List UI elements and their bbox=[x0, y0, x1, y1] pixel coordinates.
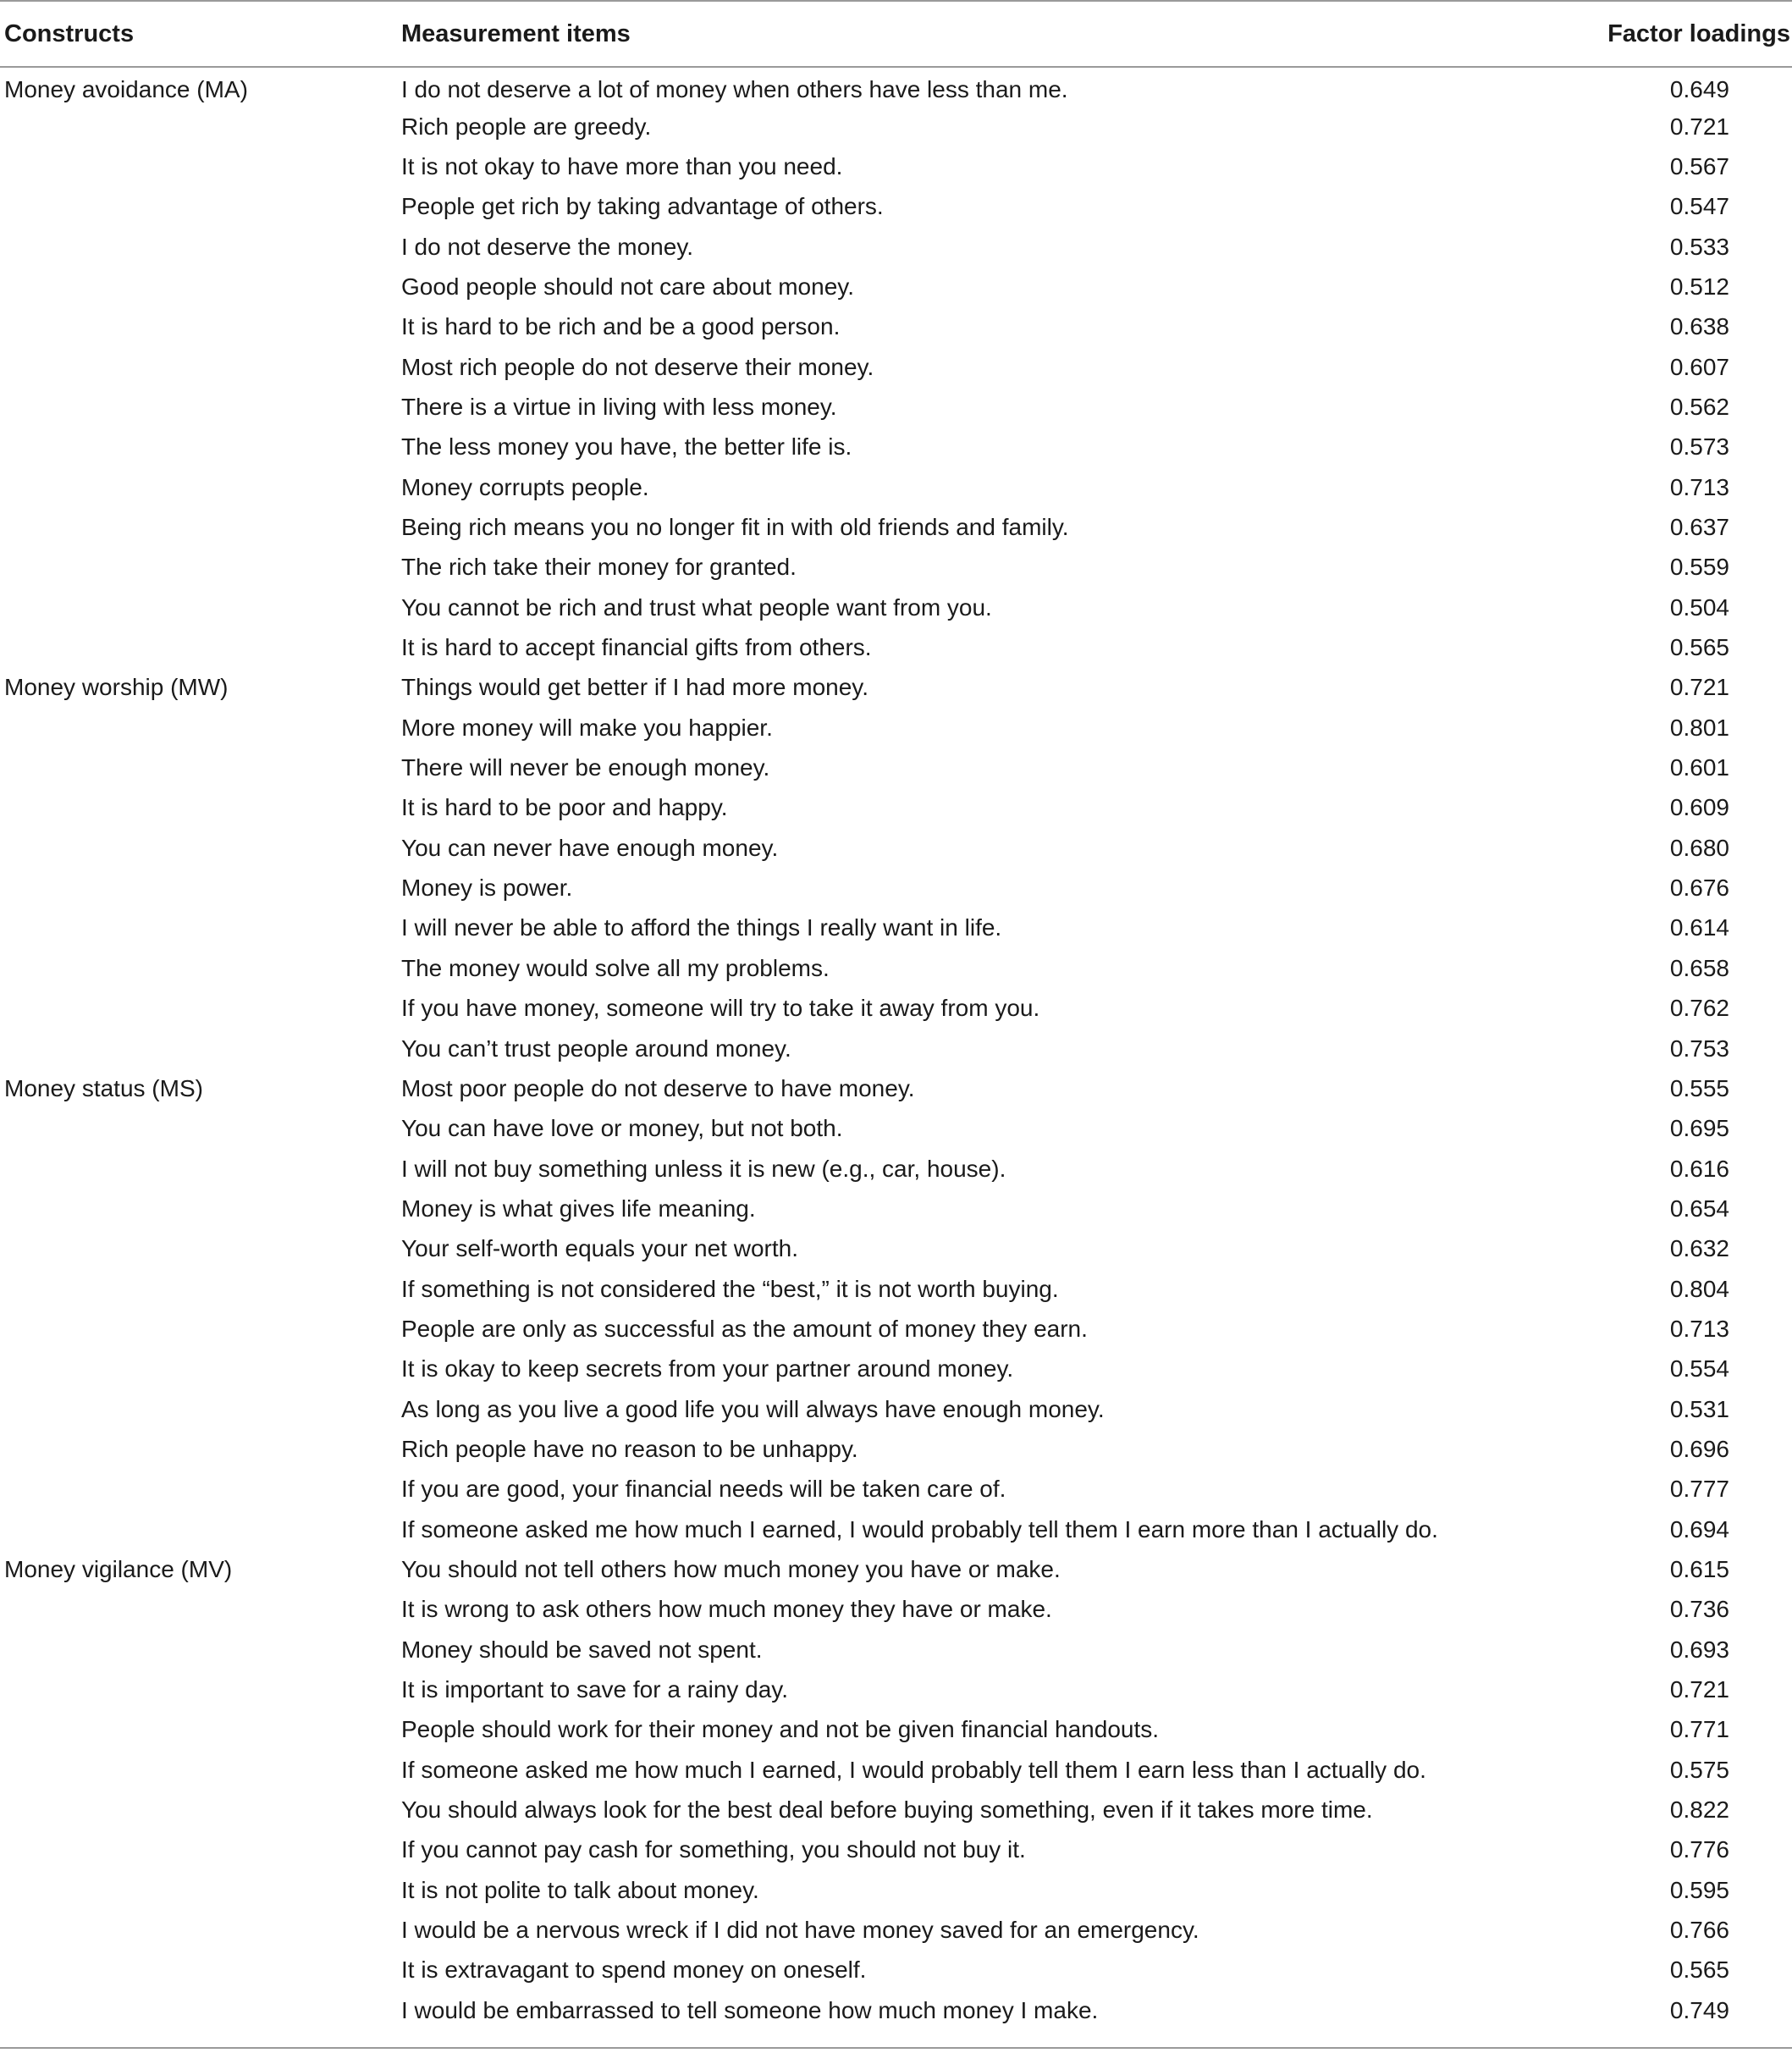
construct-cell bbox=[0, 908, 401, 948]
construct-cell bbox=[0, 989, 401, 1029]
measurement-item-cell: It is important to save for a rainy day. bbox=[401, 1676, 789, 1703]
header-row bbox=[0, 1, 1792, 67]
table-row bbox=[0, 467, 1792, 507]
factor-loading-cell: 0.696 bbox=[1669, 1435, 1729, 1462]
construct-cell bbox=[0, 748, 401, 788]
table-row bbox=[0, 67, 1792, 107]
table-row bbox=[0, 588, 1792, 627]
measurement-item-cell: You can’t trust people around money. bbox=[401, 1035, 791, 1062]
construct-cell bbox=[0, 1630, 401, 1669]
table-row bbox=[0, 1630, 1792, 1669]
factor-loading-cell: 0.609 bbox=[1669, 794, 1729, 821]
measurement-item-cell: If something is not considered the “best,” it is not worth buying. bbox=[401, 1275, 1059, 1302]
construct-cell bbox=[0, 709, 401, 748]
measurement-item-cell: Most rich people do not deserve their money. bbox=[401, 353, 874, 380]
factor-loading-cell: 0.658 bbox=[1669, 954, 1729, 981]
factor-loading-cell: 0.562 bbox=[1669, 394, 1729, 421]
construct-cell bbox=[0, 1149, 401, 1189]
table-row bbox=[0, 508, 1792, 548]
construct-cell bbox=[0, 1710, 401, 1750]
table-row bbox=[0, 628, 1792, 668]
factor-loading-cell: 0.595 bbox=[1669, 1876, 1729, 1903]
measurement-item-cell: It is okay to keep secrets from your partner around money. bbox=[401, 1355, 1014, 1382]
construct-cell bbox=[0, 268, 401, 307]
measurement-item-cell: Good people should not care about money. bbox=[401, 273, 854, 300]
construct-cell bbox=[0, 187, 401, 227]
factor-loading-cell: 0.721 bbox=[1669, 674, 1729, 701]
factor-loading-cell: 0.615 bbox=[1669, 1555, 1729, 1582]
table-row bbox=[0, 1310, 1792, 1349]
factor-loading-cell: 0.512 bbox=[1669, 273, 1729, 300]
construct-cell: Money status (MS) bbox=[4, 1074, 203, 1101]
table-row bbox=[0, 748, 1792, 788]
table-row bbox=[0, 1269, 1792, 1309]
construct-cell bbox=[0, 467, 401, 507]
measurement-item-cell: Money corrupts people. bbox=[401, 473, 649, 500]
measurement-item-cell: People should work for their money and not be given financial handouts. bbox=[401, 1716, 1160, 1743]
measurement-item-cell: As long as you live a good life you will always have enough money. bbox=[401, 1395, 1105, 1422]
table-body bbox=[0, 67, 1792, 2031]
factor-loading-cell: 0.607 bbox=[1669, 353, 1729, 380]
measurement-item-cell: Being rich means you no longer fit in with old friends and family. bbox=[401, 514, 1069, 541]
factor-loading-cell: 0.504 bbox=[1669, 593, 1729, 621]
table-row bbox=[0, 347, 1792, 387]
construct-cell bbox=[0, 1430, 401, 1470]
measurement-item-cell: It is not polite to talk about money. bbox=[401, 1876, 759, 1903]
measurement-item-cell: More money will make you happier. bbox=[401, 714, 773, 741]
measurement-item-cell: I do not deserve the money. bbox=[401, 233, 694, 260]
factor-loading-cell: 0.555 bbox=[1669, 1074, 1729, 1101]
measurement-item-cell: Money should be saved not spent. bbox=[401, 1636, 763, 1663]
measurement-item-cell: You can never have enough money. bbox=[401, 834, 779, 861]
measurement-item-cell: If you have money, someone will try to take it away from you. bbox=[401, 995, 1040, 1022]
header-constructs: Constructs bbox=[4, 19, 135, 47]
construct-cell bbox=[0, 1991, 401, 2031]
table-row bbox=[0, 1710, 1792, 1750]
factor-loading-cell: 0.693 bbox=[1669, 1636, 1729, 1663]
factor-loading-cell: 0.565 bbox=[1669, 1956, 1729, 1984]
factor-loading-cell: 0.533 bbox=[1669, 233, 1729, 260]
measurement-item-cell: If you cannot pay cash for something, you should not buy it. bbox=[401, 1836, 1026, 1863]
measurement-item-cell: There will never be enough money. bbox=[401, 754, 770, 781]
factor-loading-cell: 0.573 bbox=[1669, 433, 1729, 461]
table-row bbox=[0, 1029, 1792, 1068]
table-row bbox=[0, 1991, 1792, 2031]
factor-loading-cell: 0.638 bbox=[1669, 313, 1729, 340]
construct-cell: Money avoidance (MA) bbox=[4, 75, 248, 102]
factor-loading-cell: 0.565 bbox=[1669, 634, 1729, 661]
table-row bbox=[0, 829, 1792, 869]
measurement-item-cell: The rich take their money for granted. bbox=[401, 554, 797, 581]
table-row bbox=[0, 1791, 1792, 1830]
measurement-item-cell: I will not buy something unless it is new (e.g., car, house). bbox=[401, 1155, 1006, 1182]
table-row bbox=[0, 1590, 1792, 1630]
factor-loading-cell: 0.721 bbox=[1669, 113, 1729, 140]
factor-loading-cell: 0.721 bbox=[1669, 1676, 1729, 1703]
construct-cell bbox=[0, 1349, 401, 1389]
construct-cell bbox=[0, 107, 401, 146]
table-row bbox=[0, 1229, 1792, 1269]
measurement-item-cell: I would be embarrassed to tell someone how much money I make. bbox=[401, 1996, 1099, 2023]
factor-loading-cell: 0.762 bbox=[1669, 995, 1729, 1022]
construct-cell bbox=[0, 307, 401, 347]
factor-loading-cell: 0.771 bbox=[1669, 1716, 1729, 1743]
construct-cell bbox=[0, 1109, 401, 1149]
measurement-item-cell: I would be a nervous wreck if I did not have money saved for an emergency. bbox=[401, 1917, 1199, 1944]
construct-cell bbox=[0, 428, 401, 467]
factor-loading-cell: 0.601 bbox=[1669, 754, 1729, 781]
factor-loading-cell: 0.559 bbox=[1669, 554, 1729, 581]
factor-loading-cell: 0.822 bbox=[1669, 1796, 1729, 1824]
table-row bbox=[0, 1951, 1792, 1990]
factor-loading-cell: 0.766 bbox=[1669, 1917, 1729, 1944]
construct-cell bbox=[0, 1791, 401, 1830]
factor-loading-cell: 0.680 bbox=[1669, 834, 1729, 861]
measurement-item-cell: The money would solve all my problems. bbox=[401, 954, 830, 981]
table-bottom-rule bbox=[0, 2047, 1792, 2049]
table-row bbox=[0, 1430, 1792, 1470]
measurement-item-cell: If someone asked me how much I earned, I would probably tell them I earn more than I actually do. bbox=[401, 1515, 1438, 1543]
table-row bbox=[0, 1349, 1792, 1389]
measurement-item-cell: Money is what gives life meaning. bbox=[401, 1195, 756, 1222]
table-row bbox=[0, 1830, 1792, 1870]
measurement-item-cell: People get rich by taking advantage of others. bbox=[401, 193, 884, 220]
factor-loading-cell: 0.632 bbox=[1669, 1235, 1729, 1262]
measurement-item-cell: I will never be able to afford the things I really want in life. bbox=[401, 914, 1002, 941]
construct-cell bbox=[0, 147, 401, 187]
construct-cell bbox=[0, 347, 401, 387]
measurement-item-cell: I do not deserve a lot of money when others have less than me. bbox=[401, 75, 1068, 102]
header-measurement-items: Measurement items bbox=[401, 19, 631, 47]
factor-loading-cell: 0.694 bbox=[1669, 1515, 1729, 1543]
factor-loading-cell: 0.804 bbox=[1669, 1275, 1729, 1302]
table-row bbox=[0, 187, 1792, 227]
factor-loading-cell: 0.637 bbox=[1669, 514, 1729, 541]
table-row bbox=[0, 908, 1792, 948]
table-row bbox=[0, 1911, 1792, 1951]
measurement-item-cell: Your self-worth equals your net worth. bbox=[401, 1235, 798, 1262]
construct-cell bbox=[0, 1189, 401, 1229]
construct-cell bbox=[0, 1229, 401, 1269]
construct-cell bbox=[0, 1670, 401, 1710]
measurement-item-cell: There is a virtue in living with less money. bbox=[401, 394, 837, 421]
table-row bbox=[0, 709, 1792, 748]
factor-loading-cell: 0.575 bbox=[1669, 1756, 1729, 1783]
table-row bbox=[0, 1389, 1792, 1429]
table-row bbox=[0, 668, 1792, 708]
table-row bbox=[0, 548, 1792, 588]
table-row bbox=[0, 107, 1792, 146]
measurement-item-cell: Rich people have no reason to be unhappy. bbox=[401, 1435, 858, 1462]
measurement-item-cell: Money is power. bbox=[401, 875, 573, 902]
measurement-item-cell: It is not okay to have more than you need. bbox=[401, 152, 843, 179]
measurement-item-cell: It is hard to accept financial gifts from others. bbox=[401, 634, 872, 661]
construct-cell bbox=[0, 788, 401, 828]
factor-loading-cell: 0.695 bbox=[1669, 1115, 1729, 1142]
factor-loading-cell: 0.713 bbox=[1669, 1315, 1729, 1342]
construct-cell bbox=[0, 1830, 401, 1870]
table-row bbox=[0, 989, 1792, 1029]
factor-loading-cell: 0.554 bbox=[1669, 1355, 1729, 1382]
table-row bbox=[0, 1550, 1792, 1590]
table-row bbox=[0, 949, 1792, 989]
construct-cell bbox=[0, 1911, 401, 1951]
factor-loading-cell: 0.616 bbox=[1669, 1155, 1729, 1182]
construct-cell bbox=[0, 1269, 401, 1309]
factor-loading-cell: 0.753 bbox=[1669, 1035, 1729, 1062]
table-row bbox=[0, 1750, 1792, 1790]
construct-cell bbox=[0, 508, 401, 548]
measurement-item-cell: You cannot be rich and trust what people want from you. bbox=[401, 593, 992, 621]
construct-cell bbox=[0, 1029, 401, 1068]
table-row bbox=[0, 1470, 1792, 1509]
construct-cell bbox=[0, 1470, 401, 1509]
measurement-item-cell: It is wrong to ask others how much money they have or make. bbox=[401, 1596, 1052, 1623]
construct-cell bbox=[0, 1590, 401, 1630]
measurement-item-cell: Things would get better if I had more money. bbox=[401, 674, 868, 701]
table-row bbox=[0, 869, 1792, 908]
table-row bbox=[0, 1870, 1792, 1910]
factor-loading-cell: 0.801 bbox=[1669, 714, 1729, 741]
construct-cell: Money vigilance (MV) bbox=[4, 1555, 233, 1582]
construct-cell bbox=[0, 388, 401, 428]
table-row bbox=[0, 1509, 1792, 1549]
table-row bbox=[0, 1149, 1792, 1189]
construct-cell bbox=[0, 548, 401, 588]
factor-loading-cell: 0.713 bbox=[1669, 473, 1729, 500]
construct-cell bbox=[0, 829, 401, 869]
table-row bbox=[0, 428, 1792, 467]
construct-cell bbox=[0, 628, 401, 668]
factor-loading-cell: 0.614 bbox=[1669, 914, 1729, 941]
construct-cell bbox=[0, 1509, 401, 1549]
measurement-item-cell: You should not tell others how much money you have or make. bbox=[401, 1555, 1061, 1582]
factor-loading-cell: 0.776 bbox=[1669, 1836, 1729, 1863]
table-row bbox=[0, 1069, 1792, 1109]
measurement-item-cell: If someone asked me how much I earned, I would probably tell them I earn less than I actually do. bbox=[401, 1756, 1426, 1783]
factor-loading-cell: 0.777 bbox=[1669, 1476, 1729, 1503]
factor-loading-cell: 0.676 bbox=[1669, 875, 1729, 902]
table-row bbox=[0, 1109, 1792, 1149]
table-row bbox=[0, 1670, 1792, 1710]
construct-cell bbox=[0, 949, 401, 989]
table-row bbox=[0, 1189, 1792, 1229]
factor-loading-cell: 0.531 bbox=[1669, 1395, 1729, 1422]
factor-loading-cell: 0.567 bbox=[1669, 152, 1729, 179]
construct-cell bbox=[0, 1951, 401, 1990]
measurement-item-cell: It is extravagant to spend money on oneself. bbox=[401, 1956, 867, 1984]
construct-cell bbox=[0, 869, 401, 908]
table-row bbox=[0, 788, 1792, 828]
factor-loading-cell: 0.547 bbox=[1669, 193, 1729, 220]
table-header bbox=[0, 1, 1792, 67]
table-row bbox=[0, 268, 1792, 307]
table-row bbox=[0, 388, 1792, 428]
measurement-item-cell: People are only as successful as the amount of money they earn. bbox=[401, 1315, 1088, 1342]
construct-cell bbox=[0, 1750, 401, 1790]
factor-loading-cell: 0.736 bbox=[1669, 1596, 1729, 1623]
measurement-item-cell: You can have love or money, but not both. bbox=[401, 1115, 843, 1142]
factor-loading-cell: 0.749 bbox=[1669, 1996, 1729, 2023]
measurement-item-cell: The less money you have, the better life is. bbox=[401, 433, 852, 461]
measurement-item-cell: You should always look for the best deal before buying something, even if it takes more time. bbox=[401, 1796, 1373, 1824]
construct-cell bbox=[0, 1870, 401, 1910]
header-factor-loadings: Factor loadings bbox=[1607, 19, 1790, 47]
construct-cell bbox=[0, 588, 401, 627]
measurement-item-cell: Most poor people do not deserve to have money. bbox=[401, 1074, 915, 1101]
construct-cell bbox=[0, 1310, 401, 1349]
table-row bbox=[0, 227, 1792, 267]
table-row bbox=[0, 307, 1792, 347]
factor-loading-cell: 0.649 bbox=[1669, 75, 1729, 102]
measurement-item-cell: If you are good, your financial needs will be taken care of. bbox=[401, 1476, 1006, 1503]
table-row bbox=[0, 147, 1792, 187]
construct-cell bbox=[0, 1389, 401, 1429]
measurement-item-cell: Rich people are greedy. bbox=[401, 113, 652, 140]
factor-loading-cell: 0.654 bbox=[1669, 1195, 1729, 1222]
construct-cell: Money worship (MW) bbox=[4, 674, 229, 701]
construct-cell bbox=[0, 227, 401, 267]
measurement-item-cell: It is hard to be rich and be a good person. bbox=[401, 313, 841, 340]
measurement-item-cell: It is hard to be poor and happy. bbox=[401, 794, 728, 821]
